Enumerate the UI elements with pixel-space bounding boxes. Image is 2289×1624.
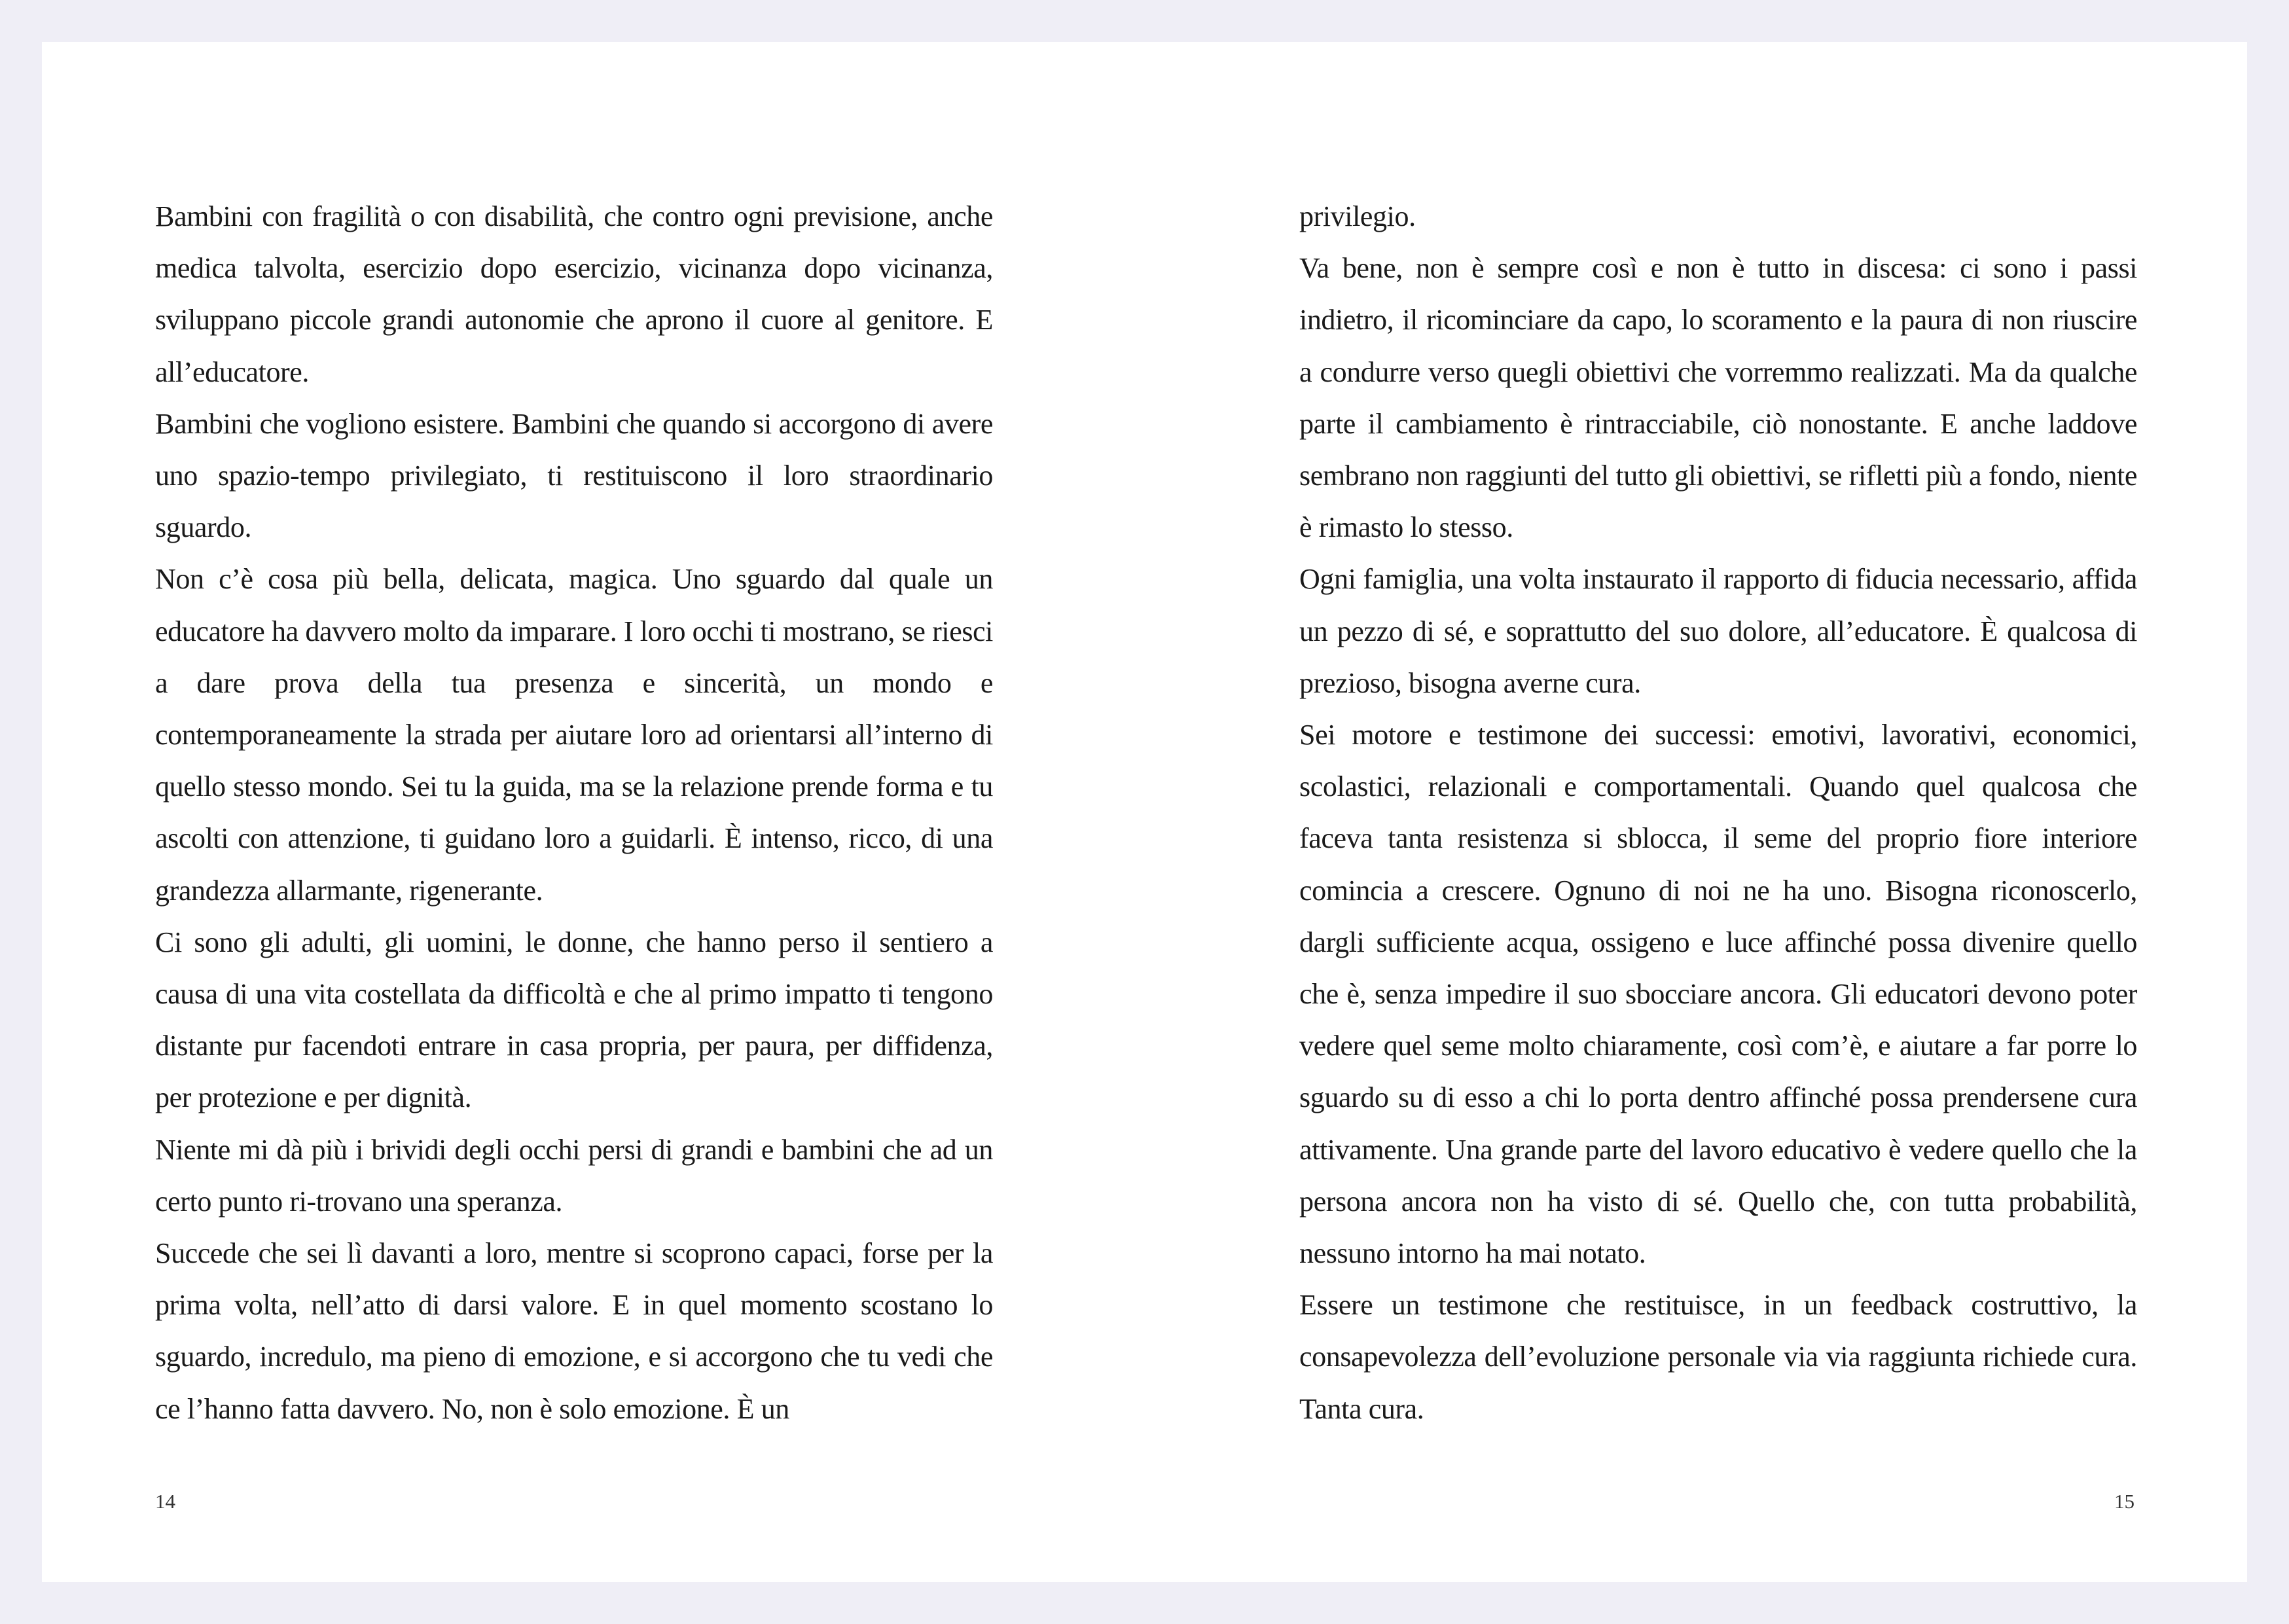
right-paragraph-3: Ogni famiglia, una volta instaurato il rapporto di fiducia necessario, affida un pezzo di sé, e soprattutto del suo dolore, all’educatore. È qualcosa di prezioso, bisogna averne cura. — [1299, 563, 2137, 699]
left-page-text — [155, 190, 993, 1435]
right-paragraph-2: Va bene, non è sempre così e non è tutto in discesa: ci sono i passi indietro, il ricominciare da capo, lo scoramento e la paura di non riuscire a condurre verso quegli obiettivi che vorremmo realizzati. Ma da qualche parte il cambiamento è rintracciabile, ciò nonostante. E anche laddove sembrano non raggiunti del tutto gli obiettivi, se rifletti più a fondo, niente è rimasto lo stesso. — [1299, 252, 2137, 544]
left-paragraph-2: Bambini che vogliono esistere. Bambini che quando si accorgono di avere uno spazio-tempo privilegiato, ti restituiscono il loro straordinario sguardo. — [155, 407, 993, 544]
left-paragraph-4: Ci sono gli adulti, gli uomini, le donne, che hanno perso il sentiero a causa di una vita costellata da difficoltà e che al primo impatto ti tengono distante pur facendoti entrare in casa propria, per paura, per diffidenza, per protezione e per dignità. — [155, 926, 993, 1114]
right-paragraph-5: Essere un testimone che restituisce, in un feedback costruttivo, la consapevolezza dell’evoluzione personale via via raggiunta richiede cura. Tanta cura. — [1299, 1289, 2137, 1425]
right-page-text — [1299, 190, 2137, 1435]
left-paragraph-6: Succede che sei lì davanti a loro, mentre si scoprono capaci, forse per la prima volta, nell’atto di darsi valore. E in quel momento scostano lo sguardo, incredulo, ma pieno di emozione, e si accorgono che tu vedi che ce l’hanno fatta davvero. No, non è solo emozione. È un — [155, 1237, 993, 1425]
left-page-number: 14 — [155, 1490, 175, 1513]
right-paragraph-1: privilegio. — [1299, 200, 1416, 232]
left-paragraph-1: Bambini con fragilità o con disabilità, che contro ogni previsione, anche medica talvolta, esercizio dopo esercizio, vicinanza dopo vicinanza, sviluppano piccole grandi autonomie che aprono il cuore al genitore. E all’educatore. — [155, 200, 993, 388]
right-page-number: 15 — [2114, 1490, 2135, 1513]
left-paragraph-3: Non c’è cosa più bella, delicata, magica. Uno sguardo dal quale un educatore ha davvero molto da imparare. I loro occhi ti mostrano, se riesci a dare prova della tua presenza e sincerità, un mondo e contemporaneamente la strada per aiutare loro ad orientarsi all’interno di quello stesso mondo. Sei tu la guida, ma se la relazione prende forma e tu ascolti con attenzione, ti guidano loro a guidarli. È intenso, ricco, di una grandezza allarmante, rigenerante. — [155, 563, 993, 907]
left-paragraph-5: Niente mi dà più i brividi degli occhi persi di grandi e bambini che ad un certo punto ri-trovano una speranza. — [155, 1133, 993, 1218]
right-paragraph-4: Sei motore e testimone dei successi: emotivi, lavorativi, economici, scolastici, relazionali e comportamentali. Quando quel qualcosa che faceva tanta resistenza si sblocca, il seme del proprio fiore interiore comincia a crescere. Ognuno di noi ne ha uno. Bisogna riconoscerlo, dargli sufficiente acqua, ossigeno e luce affinché possa divenire quello che è, senza impedire il suo sbocciare ancora. Gli educatori devono poter vedere quel seme molto chiaramente, così com’è, e aiutare a far porre lo sguardo su di esso a chi lo porta dentro affinché possa prendersene cura attivamente. Una grande parte del lavoro educativo è vedere quello che la persona ancora non ha visto di sé. Quello che, con tutta probabilità, nessuno intorno ha mai notato. — [1299, 719, 2137, 1270]
book-spread — [42, 42, 2247, 1582]
